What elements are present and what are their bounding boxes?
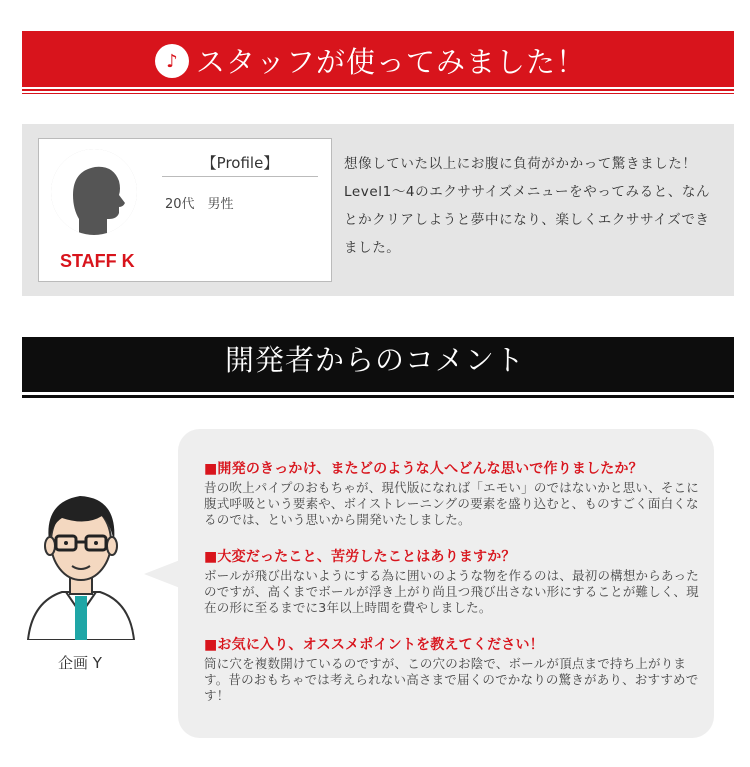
profile-divider (162, 176, 318, 177)
qa-question: ■開発のきっかけ、またどのような人へどんな思いで作りましたか？ (204, 461, 643, 477)
logo-mark: ♪ (166, 50, 178, 72)
developer-illustration-icon (22, 484, 140, 640)
profile-info: 20代 男性 (165, 197, 234, 212)
header-divider (22, 89, 734, 91)
qa-answer: 筒に穴を複数開けているのですが、この穴のお陰で、ボールが頂点まで持ち上がります。昔のおもちゃでは考えられない高さまで届くのでかなりの驚きがあり、おすすめです！ (204, 656, 699, 703)
profile-heading: 【Profile】 (201, 154, 279, 172)
staff-name: STAFF K (60, 251, 135, 271)
qa-question: ■お気に入り、オススメポイントを教えてください！ (204, 637, 544, 653)
staff-section-title: スタッフが使ってみました！ (196, 45, 587, 79)
qa-answer: 昔の吹上パイプのおもちゃが、現代版になれば「エモい」のではないかと思い、そこに腹式呼吸という要素や、ボイストレーニングの要素を盛り込むと、ものすごく面白くなるのでは、という思いから開発いたしました。 (204, 480, 699, 527)
music-note-logo-icon (155, 44, 189, 78)
qa-answer: ボールが飛び出ないようにする為に囲いのような物を作るのは、最初の構想からあったのですが、高くまでボールが浮き上がり尚且つ飛び出さない形にすることが難しく、現在の形に至るまでに3年以上時間を費やしました。 (204, 568, 699, 615)
staff-silhouette-icon (51, 149, 137, 235)
qa-question: ■大変だったこと、苦労したことはありますか？ (204, 549, 516, 565)
staff-comment: 想像していた以上にお腹に負荷がかかって驚きました！Level1～4のエクササイズメニューをやってみると、なんとかクリアしようと夢中になり、楽しくエクササイズできました。 (344, 156, 711, 256)
developer-name: 企画 Y (58, 654, 102, 672)
developer-section-title: 開発者からのコメント (224, 343, 525, 377)
header-divider (22, 395, 734, 398)
speech-bubble-tail (144, 560, 180, 588)
header-divider (22, 93, 734, 94)
